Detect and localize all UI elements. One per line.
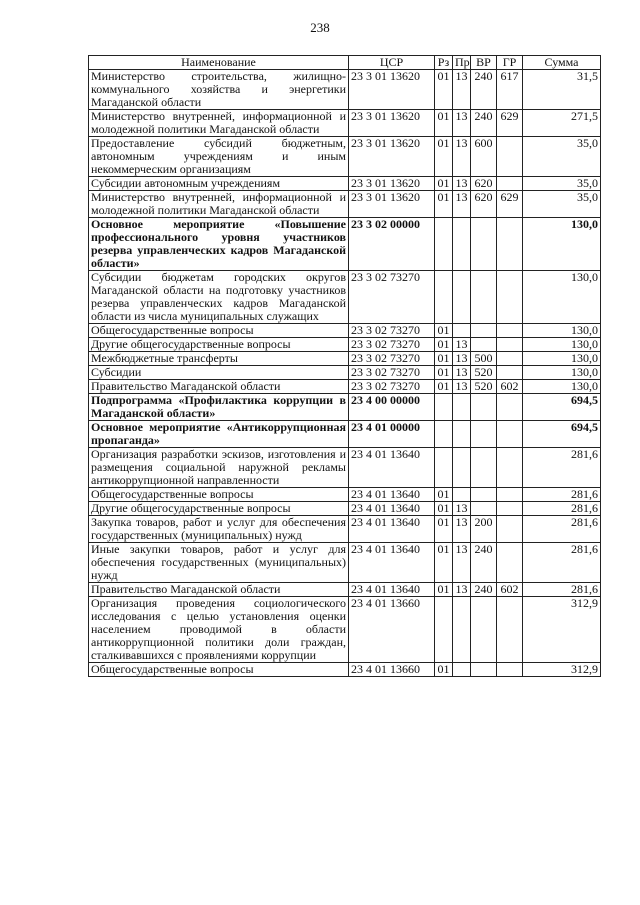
- cell-rz: 01: [435, 137, 453, 177]
- cell-rz: 01: [435, 663, 453, 677]
- cell-sum: 312,9: [523, 663, 601, 677]
- cell-sum: 130,0: [523, 218, 601, 271]
- cell-rz: 01: [435, 110, 453, 137]
- cell-csr: 23 4 01 00000: [349, 421, 435, 448]
- header-pr: Пр: [453, 56, 471, 70]
- cell-rz: [435, 218, 453, 271]
- cell-rz: 01: [435, 502, 453, 516]
- cell-csr: 23 3 02 00000: [349, 218, 435, 271]
- cell-vr: [471, 488, 497, 502]
- cell-rz: 01: [435, 488, 453, 502]
- cell-vr: [471, 597, 497, 663]
- cell-vr: [471, 271, 497, 324]
- cell-sum: 281,6: [523, 583, 601, 597]
- cell-name: Общегосударственные вопросы: [89, 324, 349, 338]
- cell-rz: [435, 448, 453, 488]
- cell-rz: 01: [435, 177, 453, 191]
- cell-vr: 620: [471, 191, 497, 218]
- cell-pr: 13: [453, 366, 471, 380]
- cell-csr: 23 4 01 13640: [349, 502, 435, 516]
- cell-sum: 35,0: [523, 191, 601, 218]
- cell-gr: [497, 271, 523, 324]
- budget-table: [88, 55, 601, 677]
- cell-name: Правительство Магаданской области: [89, 583, 349, 597]
- cell-gr: [497, 597, 523, 663]
- cell-name: Общегосударственные вопросы: [89, 663, 349, 677]
- cell-gr: [497, 366, 523, 380]
- cell-name: Основное мероприятие «Антикоррупционная пропаганда»: [89, 421, 349, 448]
- cell-csr: 23 3 02 73270: [349, 366, 435, 380]
- cell-gr: [497, 543, 523, 583]
- table-row: [89, 70, 601, 110]
- cell-csr: 23 3 02 73270: [349, 352, 435, 366]
- cell-csr: 23 3 02 73270: [349, 380, 435, 394]
- cell-sum: 31,5: [523, 70, 601, 110]
- header-rz: Рз: [435, 56, 453, 70]
- cell-sum: 281,6: [523, 543, 601, 583]
- cell-pr: [453, 421, 471, 448]
- cell-pr: [453, 394, 471, 421]
- table-row: [89, 421, 601, 448]
- table-row: [89, 394, 601, 421]
- cell-name: Другие общегосударственные вопросы: [89, 502, 349, 516]
- cell-vr: 520: [471, 366, 497, 380]
- cell-sum: 281,6: [523, 488, 601, 502]
- table-row: [89, 663, 601, 677]
- table-row: [89, 366, 601, 380]
- cell-vr: [471, 218, 497, 271]
- cell-rz: 01: [435, 583, 453, 597]
- header-csr: ЦСР: [349, 56, 435, 70]
- cell-pr: [453, 663, 471, 677]
- table-row: [89, 218, 601, 271]
- cell-rz: [435, 421, 453, 448]
- cell-name: Подпрограмма «Профилактика коррупции в Магаданской области»: [89, 394, 349, 421]
- cell-csr: 23 4 01 13640: [349, 516, 435, 543]
- cell-pr: 13: [453, 137, 471, 177]
- cell-rz: 01: [435, 380, 453, 394]
- cell-vr: 240: [471, 543, 497, 583]
- cell-rz: [435, 394, 453, 421]
- cell-pr: [453, 218, 471, 271]
- table-row: [89, 271, 601, 324]
- table-row: [89, 191, 601, 218]
- cell-csr: 23 3 02 73270: [349, 324, 435, 338]
- cell-csr: 23 3 01 13620: [349, 70, 435, 110]
- cell-gr: 602: [497, 583, 523, 597]
- table-row: [89, 380, 601, 394]
- cell-csr: 23 3 01 13620: [349, 177, 435, 191]
- cell-vr: 600: [471, 137, 497, 177]
- cell-name: Другие общегосударственные вопросы: [89, 338, 349, 352]
- table-row: [89, 543, 601, 583]
- table-row: [89, 583, 601, 597]
- cell-vr: [471, 421, 497, 448]
- cell-name: Общегосударственные вопросы: [89, 488, 349, 502]
- cell-name: Иные закупки товаров, работ и услуг для обеспечения государственных (муниципальных) нужд: [89, 543, 349, 583]
- cell-rz: 01: [435, 338, 453, 352]
- cell-pr: 13: [453, 380, 471, 394]
- cell-gr: [497, 218, 523, 271]
- cell-pr: 13: [453, 583, 471, 597]
- cell-pr: [453, 448, 471, 488]
- cell-pr: [453, 597, 471, 663]
- cell-csr: 23 4 00 00000: [349, 394, 435, 421]
- cell-rz: 01: [435, 352, 453, 366]
- cell-csr: 23 4 01 13640: [349, 488, 435, 502]
- cell-rz: 01: [435, 70, 453, 110]
- cell-gr: [497, 394, 523, 421]
- cell-sum: 271,5: [523, 110, 601, 137]
- cell-vr: 500: [471, 352, 497, 366]
- cell-sum: 130,0: [523, 352, 601, 366]
- cell-csr: 23 4 01 13640: [349, 583, 435, 597]
- cell-vr: 620: [471, 177, 497, 191]
- cell-sum: 281,6: [523, 502, 601, 516]
- cell-sum: 130,0: [523, 366, 601, 380]
- cell-pr: [453, 488, 471, 502]
- cell-vr: 240: [471, 583, 497, 597]
- cell-rz: 01: [435, 324, 453, 338]
- cell-sum: 35,0: [523, 137, 601, 177]
- cell-sum: 130,0: [523, 380, 601, 394]
- cell-vr: [471, 663, 497, 677]
- cell-vr: 200: [471, 516, 497, 543]
- cell-sum: 281,6: [523, 448, 601, 488]
- cell-gr: [497, 516, 523, 543]
- cell-sum: 694,5: [523, 394, 601, 421]
- cell-gr: [497, 177, 523, 191]
- cell-rz: 01: [435, 543, 453, 583]
- cell-csr: 23 4 01 13660: [349, 597, 435, 663]
- cell-csr: 23 4 01 13640: [349, 543, 435, 583]
- cell-sum: 312,9: [523, 597, 601, 663]
- cell-rz: 01: [435, 191, 453, 218]
- cell-gr: 629: [497, 191, 523, 218]
- cell-pr: 13: [453, 543, 471, 583]
- cell-name: Организация проведения социологического исследования с целью установления оценки населением проводимой в области антикоррупционной политики доли граждан, сталкивавшихся с проявлениями коррупции: [89, 597, 349, 663]
- cell-name: Министерство внутренней, информационной и молодежной политики Магаданской области: [89, 110, 349, 137]
- cell-csr: 23 3 01 13620: [349, 110, 435, 137]
- cell-sum: 281,6: [523, 516, 601, 543]
- table-header-row: [89, 56, 601, 70]
- cell-rz: 01: [435, 366, 453, 380]
- cell-gr: [497, 663, 523, 677]
- cell-pr: 13: [453, 338, 471, 352]
- table-row: [89, 137, 601, 177]
- cell-csr: 23 3 02 73270: [349, 338, 435, 352]
- cell-vr: [471, 338, 497, 352]
- table-row: [89, 597, 601, 663]
- cell-name: Предоставление субсидий бюджетным, автономным учреждениям и иным некоммерческим организациям: [89, 137, 349, 177]
- cell-csr: 23 3 02 73270: [349, 271, 435, 324]
- table-row: [89, 110, 601, 137]
- cell-gr: [497, 338, 523, 352]
- cell-sum: 694,5: [523, 421, 601, 448]
- cell-vr: 240: [471, 110, 497, 137]
- cell-name: Закупка товаров, работ и услуг для обеспечения государственных (муниципальных) нужд: [89, 516, 349, 543]
- header-vr: ВР: [471, 56, 497, 70]
- cell-csr: 23 4 01 13640: [349, 448, 435, 488]
- table-row: [89, 177, 601, 191]
- cell-pr: 13: [453, 352, 471, 366]
- cell-vr: [471, 448, 497, 488]
- cell-name: Межбюджетные трансферты: [89, 352, 349, 366]
- cell-csr: 23 3 01 13620: [349, 191, 435, 218]
- cell-gr: [497, 421, 523, 448]
- cell-pr: 13: [453, 191, 471, 218]
- cell-csr: 23 4 01 13660: [349, 663, 435, 677]
- cell-pr: 13: [453, 502, 471, 516]
- cell-pr: [453, 271, 471, 324]
- cell-sum: 130,0: [523, 324, 601, 338]
- table-row: [89, 448, 601, 488]
- header-gr: ГР: [497, 56, 523, 70]
- cell-vr: 240: [471, 70, 497, 110]
- cell-sum: 130,0: [523, 271, 601, 324]
- cell-pr: [453, 324, 471, 338]
- cell-vr: [471, 394, 497, 421]
- cell-rz: 01: [435, 516, 453, 543]
- cell-gr: [497, 137, 523, 177]
- cell-name: Министерство строительства, жилищно-коммунального хозяйства и энергетики Магаданской области: [89, 70, 349, 110]
- cell-pr: 13: [453, 177, 471, 191]
- cell-gr: [497, 324, 523, 338]
- header-name: Наименование: [89, 56, 349, 70]
- cell-pr: 13: [453, 110, 471, 137]
- cell-sum: 130,0: [523, 338, 601, 352]
- cell-gr: [497, 448, 523, 488]
- cell-pr: 13: [453, 516, 471, 543]
- table-body: [89, 70, 601, 677]
- cell-gr: [497, 502, 523, 516]
- cell-sum: 35,0: [523, 177, 601, 191]
- cell-vr: 520: [471, 380, 497, 394]
- cell-name: Основное мероприятие «Повышение профессионального уровня участников резерва управленческих кадров Магаданской области»: [89, 218, 349, 271]
- cell-rz: [435, 597, 453, 663]
- cell-name: Субсидии автономным учреждениям: [89, 177, 349, 191]
- cell-vr: [471, 324, 497, 338]
- page-number: 238: [310, 20, 330, 35]
- table-row: [89, 338, 601, 352]
- table-row: [89, 324, 601, 338]
- table-row: [89, 488, 601, 502]
- cell-pr: 13: [453, 70, 471, 110]
- cell-gr: 602: [497, 380, 523, 394]
- cell-name: Министерство внутренней, информационной и молодежной политики Магаданской области: [89, 191, 349, 218]
- table-row: [89, 516, 601, 543]
- cell-vr: [471, 502, 497, 516]
- cell-rz: [435, 271, 453, 324]
- cell-csr: 23 3 01 13620: [349, 137, 435, 177]
- table-row: [89, 502, 601, 516]
- cell-gr: 617: [497, 70, 523, 110]
- table-row: [89, 352, 601, 366]
- cell-name: Субсидии бюджетам городских округов Магаданской области на подготовку участников резерва управленческих кадров Магаданской области из числа муниципальных служащих: [89, 271, 349, 324]
- cell-name: Субсидии: [89, 366, 349, 380]
- cell-gr: [497, 352, 523, 366]
- cell-name: Организация разработки эскизов, изготовления и размещения социальной наружной рекламы антикоррупционной направленности: [89, 448, 349, 488]
- cell-gr: 629: [497, 110, 523, 137]
- cell-gr: [497, 488, 523, 502]
- cell-name: Правительство Магаданской области: [89, 380, 349, 394]
- header-sum: Сумма: [523, 56, 601, 70]
